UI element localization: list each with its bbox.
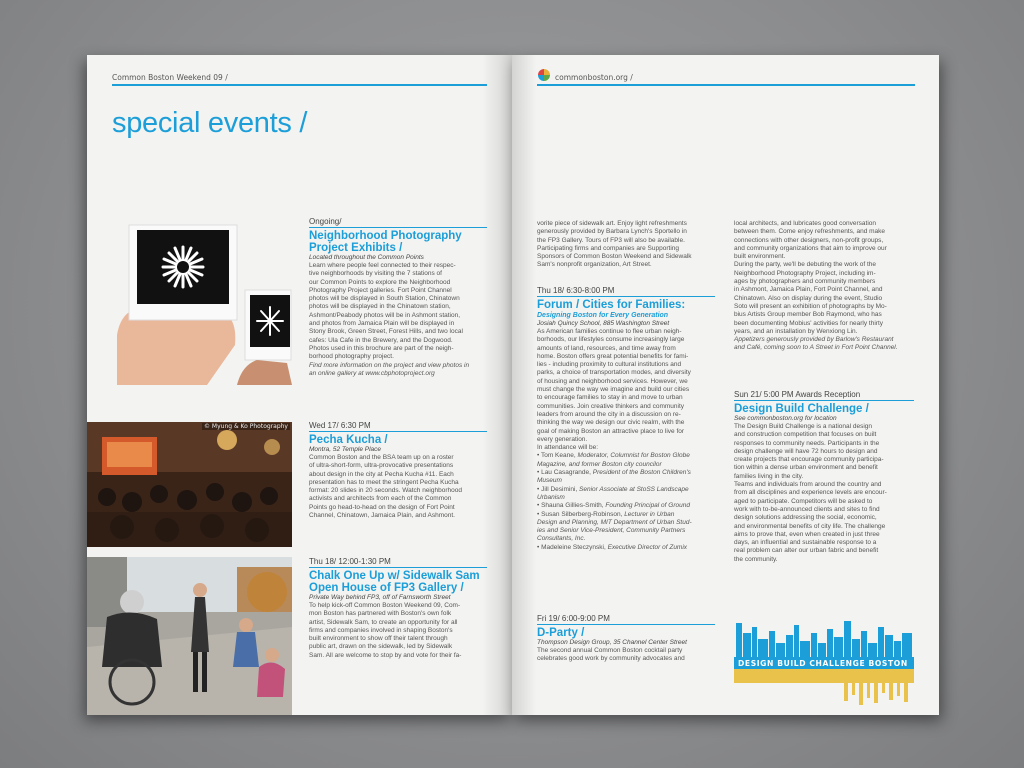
attendee-item [537, 535, 715, 543]
text-line: to encourage families to stay in and move to urban [537, 394, 683, 402]
text-line: generously provided by Barbara Lynch's Sportello in [537, 228, 687, 236]
event-heading: Chalk One Up w/ Sidewalk Sam [309, 570, 480, 582]
attendee-role: Lecturer in Urban [622, 510, 675, 518]
text-line: To help kick-off Common Boston Weekend 09, Com- [309, 602, 461, 609]
text-line: bius Artists Group member Bob Raymond, who has [734, 311, 882, 319]
header-rule [112, 84, 487, 86]
text-line: and construction competition that focuses on built [734, 431, 877, 439]
text-line: As American families continue to flee urban neigh- [537, 328, 682, 335]
attendee-role: Executive Director of Zumix [605, 543, 688, 551]
text-line: vorite piece of sidewalk art. Enjoy light refreshments [537, 220, 687, 227]
event-body [309, 602, 487, 660]
attendee-role: Founding Principal of Ground [603, 502, 690, 510]
gutter-shadow [512, 55, 536, 715]
text-line: an online gallery at www.cbphotoproject.org [309, 369, 435, 377]
text-line: Common Boston and the BSA team up on a roster [309, 454, 454, 461]
attendee-name: • Lau Casagrande, [537, 469, 591, 477]
logo-text: DESIGN BUILD CHALLENGE BOSTON [738, 659, 908, 668]
running-head-right: commonboston.org / [555, 73, 633, 82]
attendee-item [537, 527, 715, 535]
text-line: During the party, we'll be debuting the work of the [734, 261, 877, 269]
text-line: Ashmont/Peabody photos will be in Ashmont station, [309, 311, 461, 319]
event-time: Fri 19/ 6:00-9:00 PM [537, 614, 715, 625]
text-line: in Ashmont, Jamaica Plain, Fort Point Channel, and [734, 286, 883, 294]
event-heading: Design Build Challenge / [734, 403, 869, 415]
text-line: Participating firms and companies are Supporting [537, 244, 679, 252]
event-d-party-continued [734, 220, 914, 353]
text-line: Appetizers generously provided by Barlow's Restaurant [734, 336, 894, 344]
attendee-name: • Madeleine Steczynski, [537, 543, 606, 551]
event-heading: Pecha Kucha / [309, 434, 388, 446]
attendee-list [537, 452, 715, 552]
event-d-party [537, 614, 715, 664]
polaroid-illustration [87, 215, 292, 385]
text-line: lies - including proximity to cultural institutions and [537, 361, 682, 369]
left-page [87, 55, 512, 715]
text-line: Soto will present an exhibition of photographs by Mo- [734, 302, 887, 310]
text-line: public art, drawn on the sidewalk, led by Sidewalk [309, 643, 453, 651]
text-line: The second annual Common Boston cocktail party [537, 647, 683, 654]
attendee-item [537, 544, 715, 552]
page-title: special events / [112, 107, 308, 139]
attendee-item [537, 477, 715, 485]
event-location: Josiah Quincy School, 885 Washington Street [537, 320, 670, 327]
text-line: Stony Brook, Green Street, Forest Hills, and two local [309, 328, 463, 336]
text-line: aims to prove that, even when created in just three [734, 530, 880, 538]
text-line: leaders from around the city in a discussion on re- [537, 410, 681, 418]
attendee-name: • Tom Keane, [537, 452, 576, 460]
event-body [537, 647, 715, 664]
crowd-illustration [87, 422, 292, 547]
event-time: Thu 18/ 12:00-1:30 PM [309, 557, 487, 568]
text-line: the community. [734, 555, 778, 563]
text-line: been documenting Mobius' activities for nearly thirty [734, 319, 884, 327]
text-line: ages by photographers and community members [734, 278, 876, 286]
text-line: and environmental benefits of city life. The challenge [734, 522, 886, 530]
event-time: Wed 17/ 6:30 PM [309, 421, 487, 432]
text-line: presentation has to meet the stringent Pecha Kucha [309, 478, 459, 486]
text-line: years, and an installation by Wenxiong Lin. [734, 327, 858, 335]
event-heading: Forum / Cities for Families: [537, 299, 686, 311]
text-line: built environment to show off their talent through [309, 635, 448, 643]
photo-polaroid-hands [87, 215, 292, 385]
attendee-item [537, 486, 715, 494]
text-line: The Design Build Challenge is a national design [734, 423, 873, 430]
attendee-role: Design and Planning, MIT Department of Urban Stud- [537, 518, 692, 526]
event-location: Private Way behind FP3, off of Farnsworth Street [309, 594, 451, 601]
text-line: Sponsors of Common Boston Weekend and Sidewalk [537, 253, 692, 261]
text-line: Sam. All are welcome to stop by and vote for their fa- [309, 651, 462, 659]
attendee-role: Moderator, Columnist for Boston Globe [575, 452, 690, 460]
text-line: thinking the way we design our civic realm, with the [537, 419, 685, 427]
attendee-role: Consultants, Inc. [537, 535, 586, 543]
text-line: every generation. [537, 435, 588, 443]
text-line: Learn where people feel connected to their respec- [309, 262, 456, 269]
text-line: tion within a dense urban environment and benefit [734, 464, 878, 472]
attendee-role: Museum [537, 477, 562, 485]
text-line: parks, a choice of transportation modes, and diversity [537, 369, 691, 377]
text-line: and community organizations that aim to improve our [734, 244, 887, 252]
text-line: borhoods, our lifestyles consume increasingly large [537, 336, 685, 344]
text-line: must change the way we imagine and build our cities [537, 386, 690, 394]
attendee-item [537, 502, 715, 510]
text-line: design challenge will have 72 hours to design and [734, 447, 878, 455]
text-line: create projects that encourage community participa- [734, 456, 884, 464]
text-line: our Common Points to explore the Neighborhood [309, 278, 451, 286]
photo-sidewalk-sam [87, 557, 292, 715]
text-line: photos will be displayed in the Chinatown station, [309, 303, 451, 311]
text-line: design solutions addressing the social, economic, [734, 514, 877, 522]
header-rule [537, 84, 915, 86]
text-line: Chinatown. Also on display during the event, Studio [734, 294, 883, 302]
text-line: Find more information on the project and view photos in [309, 361, 470, 369]
attendee-name: • Shauna Gillies-Smith, [537, 502, 604, 510]
event-time: Sun 21/ 5:00 PM Awards Reception [734, 390, 914, 401]
text-line: amounts of land, resources, and time away from [537, 344, 676, 352]
attendee-item [537, 511, 715, 519]
attendee-item [537, 519, 715, 527]
text-line: responses to community needs. Participants in the [734, 439, 880, 447]
text-line: and photos from Jamaica Plain will be displayed in [309, 320, 455, 328]
event-forum-cities-families [537, 286, 715, 552]
attendee-item [537, 461, 715, 469]
event-note [309, 362, 487, 379]
running-head-left: Common Boston Weekend 09 / [112, 73, 228, 82]
text-line: aged to participate. Competitors will be asked to [734, 497, 873, 505]
event-location: Thompson Design Group, 35 Channel Center Street [537, 639, 687, 646]
sidewalk-illustration [87, 557, 292, 715]
event-heading: Open House of FP3 Gallery / [309, 582, 464, 594]
text-line: days, an influential and sustainable response to a [734, 539, 877, 547]
text-line: home. Boston offers great potential benefits for fami- [537, 352, 689, 360]
text-line: built environment. [734, 253, 786, 261]
text-line: and Café, coming soon to A Street in Fort Point Channel. [734, 344, 898, 352]
text-line: families living in the city. [734, 472, 804, 480]
event-heading: Neighborhood Photography [309, 230, 462, 242]
text-line: Sam's nonprofit organization, Art Street. [537, 261, 652, 269]
text-line: goal of making Boston an attractive place to live for [537, 427, 685, 435]
text-line: Photography Project galleries. Fort Point Channel [309, 286, 452, 294]
attendee-role: Urbanism [537, 493, 565, 501]
attendee-name: • Jill Desimini, [537, 485, 578, 493]
text-line: cafes: Ula Cafe in the Brewery, and the Dogwood. [309, 336, 453, 344]
text-line: format: 20 slides in 20 seconds. Watch neighborhood [309, 487, 462, 495]
attendee-name: • Susan Silberberg-Robinson, [537, 510, 623, 518]
attendee-role: ies and Senior Vice-President, Community Partners [537, 527, 686, 535]
attendee-item [537, 494, 715, 502]
text-line: between them. Come enjoy refreshments, and make [734, 228, 886, 236]
event-time: Thu 18/ 6:30-8:00 PM [537, 286, 715, 297]
event-chalk-continued [537, 220, 715, 270]
event-pecha-kucha [309, 421, 487, 520]
text-line: borhood photography project. [309, 353, 394, 361]
event-body [537, 220, 715, 270]
event-body [734, 423, 914, 564]
photo-credit: © Myung & Ko Photography [204, 423, 288, 430]
event-location: See commonboston.org for location [734, 415, 837, 422]
event-design-build-challenge [734, 390, 914, 564]
right-page [512, 55, 939, 715]
photo-pecha-kucha [87, 422, 292, 547]
text-line: celebrates good work by community advocates and [537, 655, 685, 663]
attendee-item [537, 452, 715, 460]
text-line: tive neighborhoods by visiting the 7 stations of [309, 270, 442, 278]
text-line: about design in the city at Pecha Kucha #11. Each [309, 470, 454, 478]
attendee-role: Magazine, and former Boston city councilor [537, 460, 662, 468]
text-line: photos will be displayed in South Station, Chinatown [309, 295, 460, 303]
event-location: Montra, 52 Temple Place [309, 446, 382, 453]
text-line: activists and architects from each of the Common [309, 495, 452, 503]
text-line: Teams and individuals from around the country and [734, 481, 882, 489]
text-line: work with to-be-announced clients and sites to find [734, 505, 880, 513]
event-body [537, 328, 715, 452]
text-line: Channel, Chinatown, Jamaica Plain, and Ashmont. [309, 512, 455, 520]
event-time: Ongoing/ [309, 217, 487, 228]
text-line: mon Boston has partnered with Boston's own folk [309, 610, 452, 618]
text-line: artist, Sidewalk Sam, to create an opportunity for all [309, 618, 458, 626]
text-line: firms and companies involved in shaping Boston's [309, 626, 453, 634]
event-neighborhood-photography [309, 217, 487, 378]
event-chalk-one-up [309, 557, 487, 660]
event-subtitle: Designing Boston for Every Generation [537, 312, 669, 319]
event-heading: Project Exhibits / [309, 242, 403, 254]
event-heading: D-Party / [537, 627, 585, 639]
text-line: of ultra-short-form, ultra-provocative presentations [309, 462, 454, 470]
attendee-role: Senior Associate at StoSS Landscape [577, 485, 689, 493]
event-note [734, 336, 914, 353]
text-line: real problem can alter our urban fabric and benefit [734, 547, 879, 555]
common-boston-logo-icon [538, 69, 550, 81]
design-build-challenge-logo [734, 613, 914, 708]
text-line: Points go head-to-head on the design of Fort Point [309, 503, 455, 511]
text-line: Photos used in this brochure are part of the neigh- [309, 344, 454, 352]
text-line: Neighborhood Photography Project, including im- [734, 269, 876, 277]
attendee-role: President of the Boston Children's [590, 469, 691, 477]
text-line: In attendance will be: [537, 444, 599, 452]
text-line: local architects, and lubricates good conversation [734, 220, 876, 227]
skyline-graphic [734, 613, 914, 708]
text-line: from all disciplines and experience levels are encour- [734, 489, 887, 497]
text-line: communities. Join creative thinkers and community [537, 402, 685, 410]
attendee-item [537, 469, 715, 477]
event-body [734, 220, 914, 336]
event-body [309, 262, 487, 362]
event-location: Located throughout the Common Points [309, 254, 424, 261]
text-line: the FP3 Gallery. Tours of FP3 will also be available. [537, 236, 685, 244]
text-line: of housing and neighborhood services. However, we [537, 377, 688, 385]
text-line: connections with other designers, non-profit groups, [734, 236, 884, 244]
event-body [309, 454, 487, 520]
